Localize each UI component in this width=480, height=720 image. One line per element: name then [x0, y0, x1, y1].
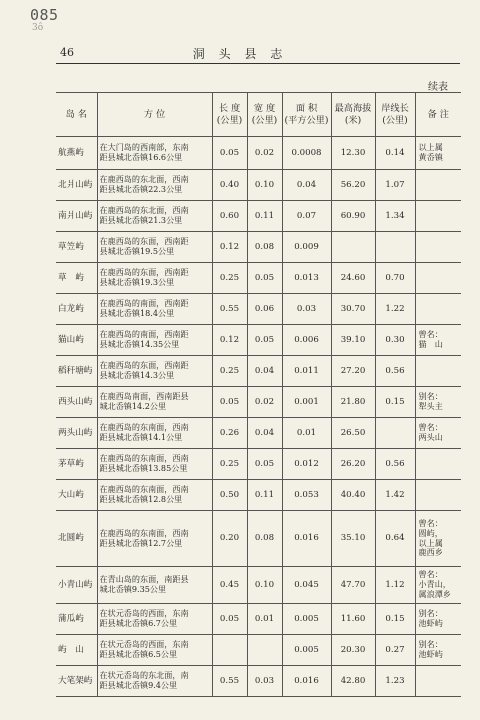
note-cell	[415, 325, 461, 356]
island-location	[97, 201, 212, 232]
length-value: 0.55	[212, 666, 247, 697]
location-line: 城北岙镇9.35公里	[99, 584, 167, 594]
table-row	[56, 511, 461, 567]
note-cell	[415, 170, 461, 201]
island-name: 航燕屿	[56, 137, 97, 170]
location-line: 在鹿西岛的南面，西南距	[99, 298, 189, 309]
width-value: 0.02	[247, 387, 282, 418]
area-value: 0.053	[282, 480, 331, 511]
table-row	[56, 137, 461, 170]
island-location	[97, 294, 212, 325]
island-location	[97, 325, 212, 356]
note-cell	[415, 387, 461, 418]
continued-label: 续表	[428, 82, 448, 93]
note-cell	[415, 567, 461, 604]
elevation-value: 20.30	[331, 635, 375, 666]
note-line: 池虾屿	[418, 618, 443, 628]
length-value: 0.12	[212, 325, 247, 356]
table-row	[56, 294, 461, 325]
elevation-value: 30.70	[331, 294, 375, 325]
table-row	[56, 387, 461, 418]
island-name: 草 屿	[56, 263, 97, 294]
island-location	[97, 480, 212, 511]
location-line: 距县城北岙镇22.3公里	[99, 184, 183, 194]
area-value: 0.045	[282, 567, 331, 604]
elevation-value: 27.20	[331, 356, 375, 387]
note-cell	[415, 666, 461, 697]
location-line: 在鹿西岛的东南面，西南	[99, 422, 189, 433]
width-value: 0.11	[247, 201, 282, 232]
width-value: 0.08	[247, 232, 282, 263]
note-line: 两头山	[418, 432, 443, 442]
coastline-value: 0.70	[375, 263, 415, 294]
width-value: 0.11	[247, 480, 282, 511]
note-line: 鹿西乡	[418, 547, 443, 558]
coastline-value: 0.56	[375, 356, 415, 387]
col-header-note: 备 注	[415, 93, 461, 137]
area-value: 0.011	[282, 356, 331, 387]
area-value: 0.016	[282, 511, 331, 567]
table-row	[56, 325, 461, 356]
note-cell	[415, 480, 461, 511]
location-line: 县城北岙镇19.3公里	[99, 277, 175, 287]
island-location	[97, 418, 212, 449]
note-line: 圆屿，	[418, 527, 443, 538]
length-value: 0.20	[212, 511, 247, 567]
note-cell	[415, 418, 461, 449]
island-name: 茅草屿	[56, 449, 97, 480]
elevation-value: 42.80	[331, 666, 375, 697]
archive-mark: 3ô	[32, 23, 44, 33]
note-line: 曾名：	[418, 329, 443, 340]
location-line: 在大门岛的西南部，东南	[99, 142, 189, 153]
island-name: 白龙屿	[56, 294, 97, 325]
length-value: 0.55	[212, 294, 247, 325]
location-line: 在鹿西岛南面，西南距县	[99, 391, 189, 402]
note-cell	[415, 201, 461, 232]
location-line: 在鹿西岛的东北面，西南	[99, 174, 189, 185]
elevation-value: 26.20	[331, 449, 375, 480]
table-row	[56, 449, 461, 480]
location-line: 在鹿西岛的东面，西南距	[99, 267, 189, 278]
elevation-value: 11.60	[331, 604, 375, 635]
area-value: 0.01	[282, 418, 331, 449]
coastline-value: 1.07	[375, 170, 415, 201]
coastline-value	[375, 232, 415, 263]
table-row	[56, 232, 461, 263]
coastline-value: 0.27	[375, 635, 415, 666]
elevation-value: 21.80	[331, 387, 375, 418]
note-line: 池虾屿	[418, 649, 443, 659]
width-value: 0.08	[247, 511, 282, 567]
area-value: 0.006	[282, 325, 331, 356]
note-cell	[415, 137, 461, 170]
location-line: 在状元岙岛的西面，东南	[99, 639, 189, 650]
coastline-value: 1.42	[375, 480, 415, 511]
island-name: 屿 山	[56, 635, 97, 666]
width-value: 0.10	[247, 567, 282, 604]
area-value: 0.001	[282, 387, 331, 418]
note-line: 别名：	[418, 391, 443, 402]
coastline-value: 0.56	[375, 449, 415, 480]
elevation-value: 39.10	[331, 325, 375, 356]
note-line: 犁头主	[418, 401, 443, 411]
col-header-location: 方 位	[97, 93, 212, 137]
col-header-width: 宽 度 (公里)	[247, 93, 282, 137]
note-line: 黄岙镇	[418, 152, 443, 162]
note-line: 属浪潭乡	[418, 588, 451, 599]
island-name: 猫山屿	[56, 325, 97, 356]
location-line: 距县城北岙镇6.5公里	[99, 649, 178, 659]
location-line: 距县城北岙镇6.7公里	[99, 618, 178, 628]
note-cell	[415, 294, 461, 325]
width-value: 0.06	[247, 294, 282, 325]
location-line: 在鹿西岛的东南面，西南	[99, 453, 189, 464]
length-value: 0.12	[212, 232, 247, 263]
note-cell	[415, 356, 461, 387]
width-value: 0.05	[247, 263, 282, 294]
island-name: 草笠屿	[56, 232, 97, 263]
island-name: 大笔架屿	[56, 666, 97, 697]
island-name: 蒲瓜屿	[56, 604, 97, 635]
island-name: 北圆屿	[56, 511, 97, 567]
island-name: 北爿山屿	[56, 170, 97, 201]
location-line: 在鹿西岛的东面，西南距	[99, 360, 189, 371]
island-location	[97, 137, 212, 170]
location-line: 在鹿西岛的东北面，西南	[99, 205, 189, 216]
location-line: 县城北岙镇18.4公里	[99, 308, 175, 318]
note-line: 猫 山	[418, 339, 443, 349]
area-value: 0.005	[282, 635, 331, 666]
length-value: 0.05	[212, 604, 247, 635]
island-location	[97, 604, 212, 635]
island-location	[97, 263, 212, 294]
header-rule	[56, 63, 460, 64]
width-value: 0.10	[247, 170, 282, 201]
note-cell	[415, 511, 461, 567]
coastline-value: 0.30	[375, 325, 415, 356]
note-line: 以上属	[418, 142, 443, 153]
island-location	[97, 567, 212, 604]
width-value: 0.04	[247, 356, 282, 387]
length-value: 0.50	[212, 480, 247, 511]
table-row	[56, 666, 461, 697]
width-value: 0.01	[247, 604, 282, 635]
length-value: 0.25	[212, 449, 247, 480]
coastline-value: 1.22	[375, 294, 415, 325]
col-header-length: 长 度 (公里)	[212, 93, 247, 137]
location-line: 在鹿西岛的南面，西南距	[99, 329, 189, 340]
table-row	[56, 263, 461, 294]
area-value: 0.005	[282, 604, 331, 635]
coastline-value: 0.64	[375, 511, 415, 567]
col-header-coastline: 岸线长 (公里)	[375, 93, 415, 137]
island-location	[97, 449, 212, 480]
table-row	[56, 567, 461, 604]
length-value: 0.45	[212, 567, 247, 604]
location-line: 县城北岙镇19.5公里	[99, 246, 175, 256]
location-line: 在青山岛的东面，南距县	[99, 574, 189, 585]
note-line: 曾名：	[418, 422, 443, 433]
area-value: 0.012	[282, 449, 331, 480]
location-line: 在鹿西岛的东南面，西南	[99, 527, 189, 538]
area-value: 0.016	[282, 666, 331, 697]
elevation-value	[331, 232, 375, 263]
length-value: 0.26	[212, 418, 247, 449]
note-cell	[415, 449, 461, 480]
elevation-value: 35.10	[331, 511, 375, 567]
note-cell	[415, 604, 461, 635]
page-number: 46	[60, 46, 74, 59]
length-value: 0.05	[212, 137, 247, 170]
island-name: 大山屿	[56, 480, 97, 511]
col-header-name: 岛 名	[56, 93, 97, 137]
island-name: 两头山屿	[56, 418, 97, 449]
coastline-value: 0.15	[375, 387, 415, 418]
col-header-area: 面 积 (平方公里)	[282, 93, 331, 137]
location-line: 距县城北岙镇16.6公里	[99, 152, 183, 162]
island-name: 西头山屿	[56, 387, 97, 418]
elevation-value: 60.90	[331, 201, 375, 232]
elevation-value: 47.70	[331, 567, 375, 604]
elevation-value: 24.60	[331, 263, 375, 294]
length-value: 0.60	[212, 201, 247, 232]
area-value: 0.0008	[282, 137, 331, 170]
area-value: 0.013	[282, 263, 331, 294]
note-cell	[415, 263, 461, 294]
table-row	[56, 480, 461, 511]
island-location	[97, 232, 212, 263]
table-row	[56, 635, 461, 666]
area-value: 0.03	[282, 294, 331, 325]
elevation-value: 56.20	[331, 170, 375, 201]
coastline-value: 1.12	[375, 567, 415, 604]
location-line: 距县城北岙镇13.85公里	[99, 463, 188, 473]
header-row	[56, 93, 461, 137]
area-value: 0.009	[282, 232, 331, 263]
coastline-value	[375, 418, 415, 449]
location-line: 在鹿西岛的东南面，西南	[99, 484, 189, 495]
width-value: 0.05	[247, 325, 282, 356]
island-table	[56, 92, 461, 697]
coastline-value: 0.15	[375, 604, 415, 635]
length-value: 0.05	[212, 387, 247, 418]
table-row	[56, 356, 461, 387]
location-line: 距县城北岙镇12.8公里	[99, 494, 183, 504]
archive-number: 085	[30, 6, 59, 24]
note-line: 曾名：	[418, 517, 443, 528]
note-cell	[415, 232, 461, 263]
note-line: 别名：	[418, 608, 443, 619]
table-row	[56, 170, 461, 201]
area-value: 0.07	[282, 201, 331, 232]
coastline-value: 1.34	[375, 201, 415, 232]
island-location	[97, 666, 212, 697]
width-value: 0.04	[247, 418, 282, 449]
note-cell	[415, 635, 461, 666]
width-value	[247, 635, 282, 666]
location-line: 距县城北岙镇12.7公里	[99, 537, 183, 548]
island-location	[97, 635, 212, 666]
area-value: 0.04	[282, 170, 331, 201]
note-line: 曾名：	[418, 569, 443, 580]
length-value: 0.40	[212, 170, 247, 201]
location-line: 县城北岙镇14.35公里	[99, 339, 180, 349]
col-header-elevation: 最高海拔 (米)	[331, 93, 375, 137]
coastline-value: 1.23	[375, 666, 415, 697]
location-line: 在状元岙岛的东北面，南	[99, 670, 189, 681]
length-value	[212, 635, 247, 666]
island-name: 小青山屿	[56, 567, 97, 604]
location-line: 在状元岙岛的西面，东南	[99, 608, 189, 619]
location-line: 距县城北岙镇9.4公里	[99, 680, 178, 690]
table-body	[56, 137, 461, 697]
note-line: 别名：	[418, 639, 443, 650]
width-value: 0.03	[247, 666, 282, 697]
table-row	[56, 201, 461, 232]
table-row	[56, 604, 461, 635]
elevation-value: 40.40	[331, 480, 375, 511]
island-name: 稻秆塘屿	[56, 356, 97, 387]
location-line: 距县城北岙镇21.3公里	[99, 215, 183, 225]
elevation-value: 12.30	[331, 137, 375, 170]
island-location	[97, 387, 212, 418]
width-value: 0.05	[247, 449, 282, 480]
coastline-value: 0.14	[375, 137, 415, 170]
note-line: 以上属	[418, 537, 443, 548]
page-title: 洞 头 县 志	[192, 47, 288, 61]
island-name: 南爿山屿	[56, 201, 97, 232]
location-line: 距县城北岙镇14.1公里	[99, 432, 183, 442]
island-location	[97, 511, 212, 567]
location-line: 县城北岙镇14.3公里	[99, 370, 175, 380]
width-value: 0.02	[247, 137, 282, 170]
location-line: 城北岙镇14.2公里	[99, 401, 167, 411]
note-line: 小青山，	[418, 579, 451, 590]
length-value: 0.25	[212, 263, 247, 294]
length-value: 0.25	[212, 356, 247, 387]
location-line: 在鹿西岛的东面，西南距	[99, 236, 189, 247]
island-location	[97, 170, 212, 201]
table-row	[56, 418, 461, 449]
elevation-value: 26.50	[331, 418, 375, 449]
island-location	[97, 356, 212, 387]
